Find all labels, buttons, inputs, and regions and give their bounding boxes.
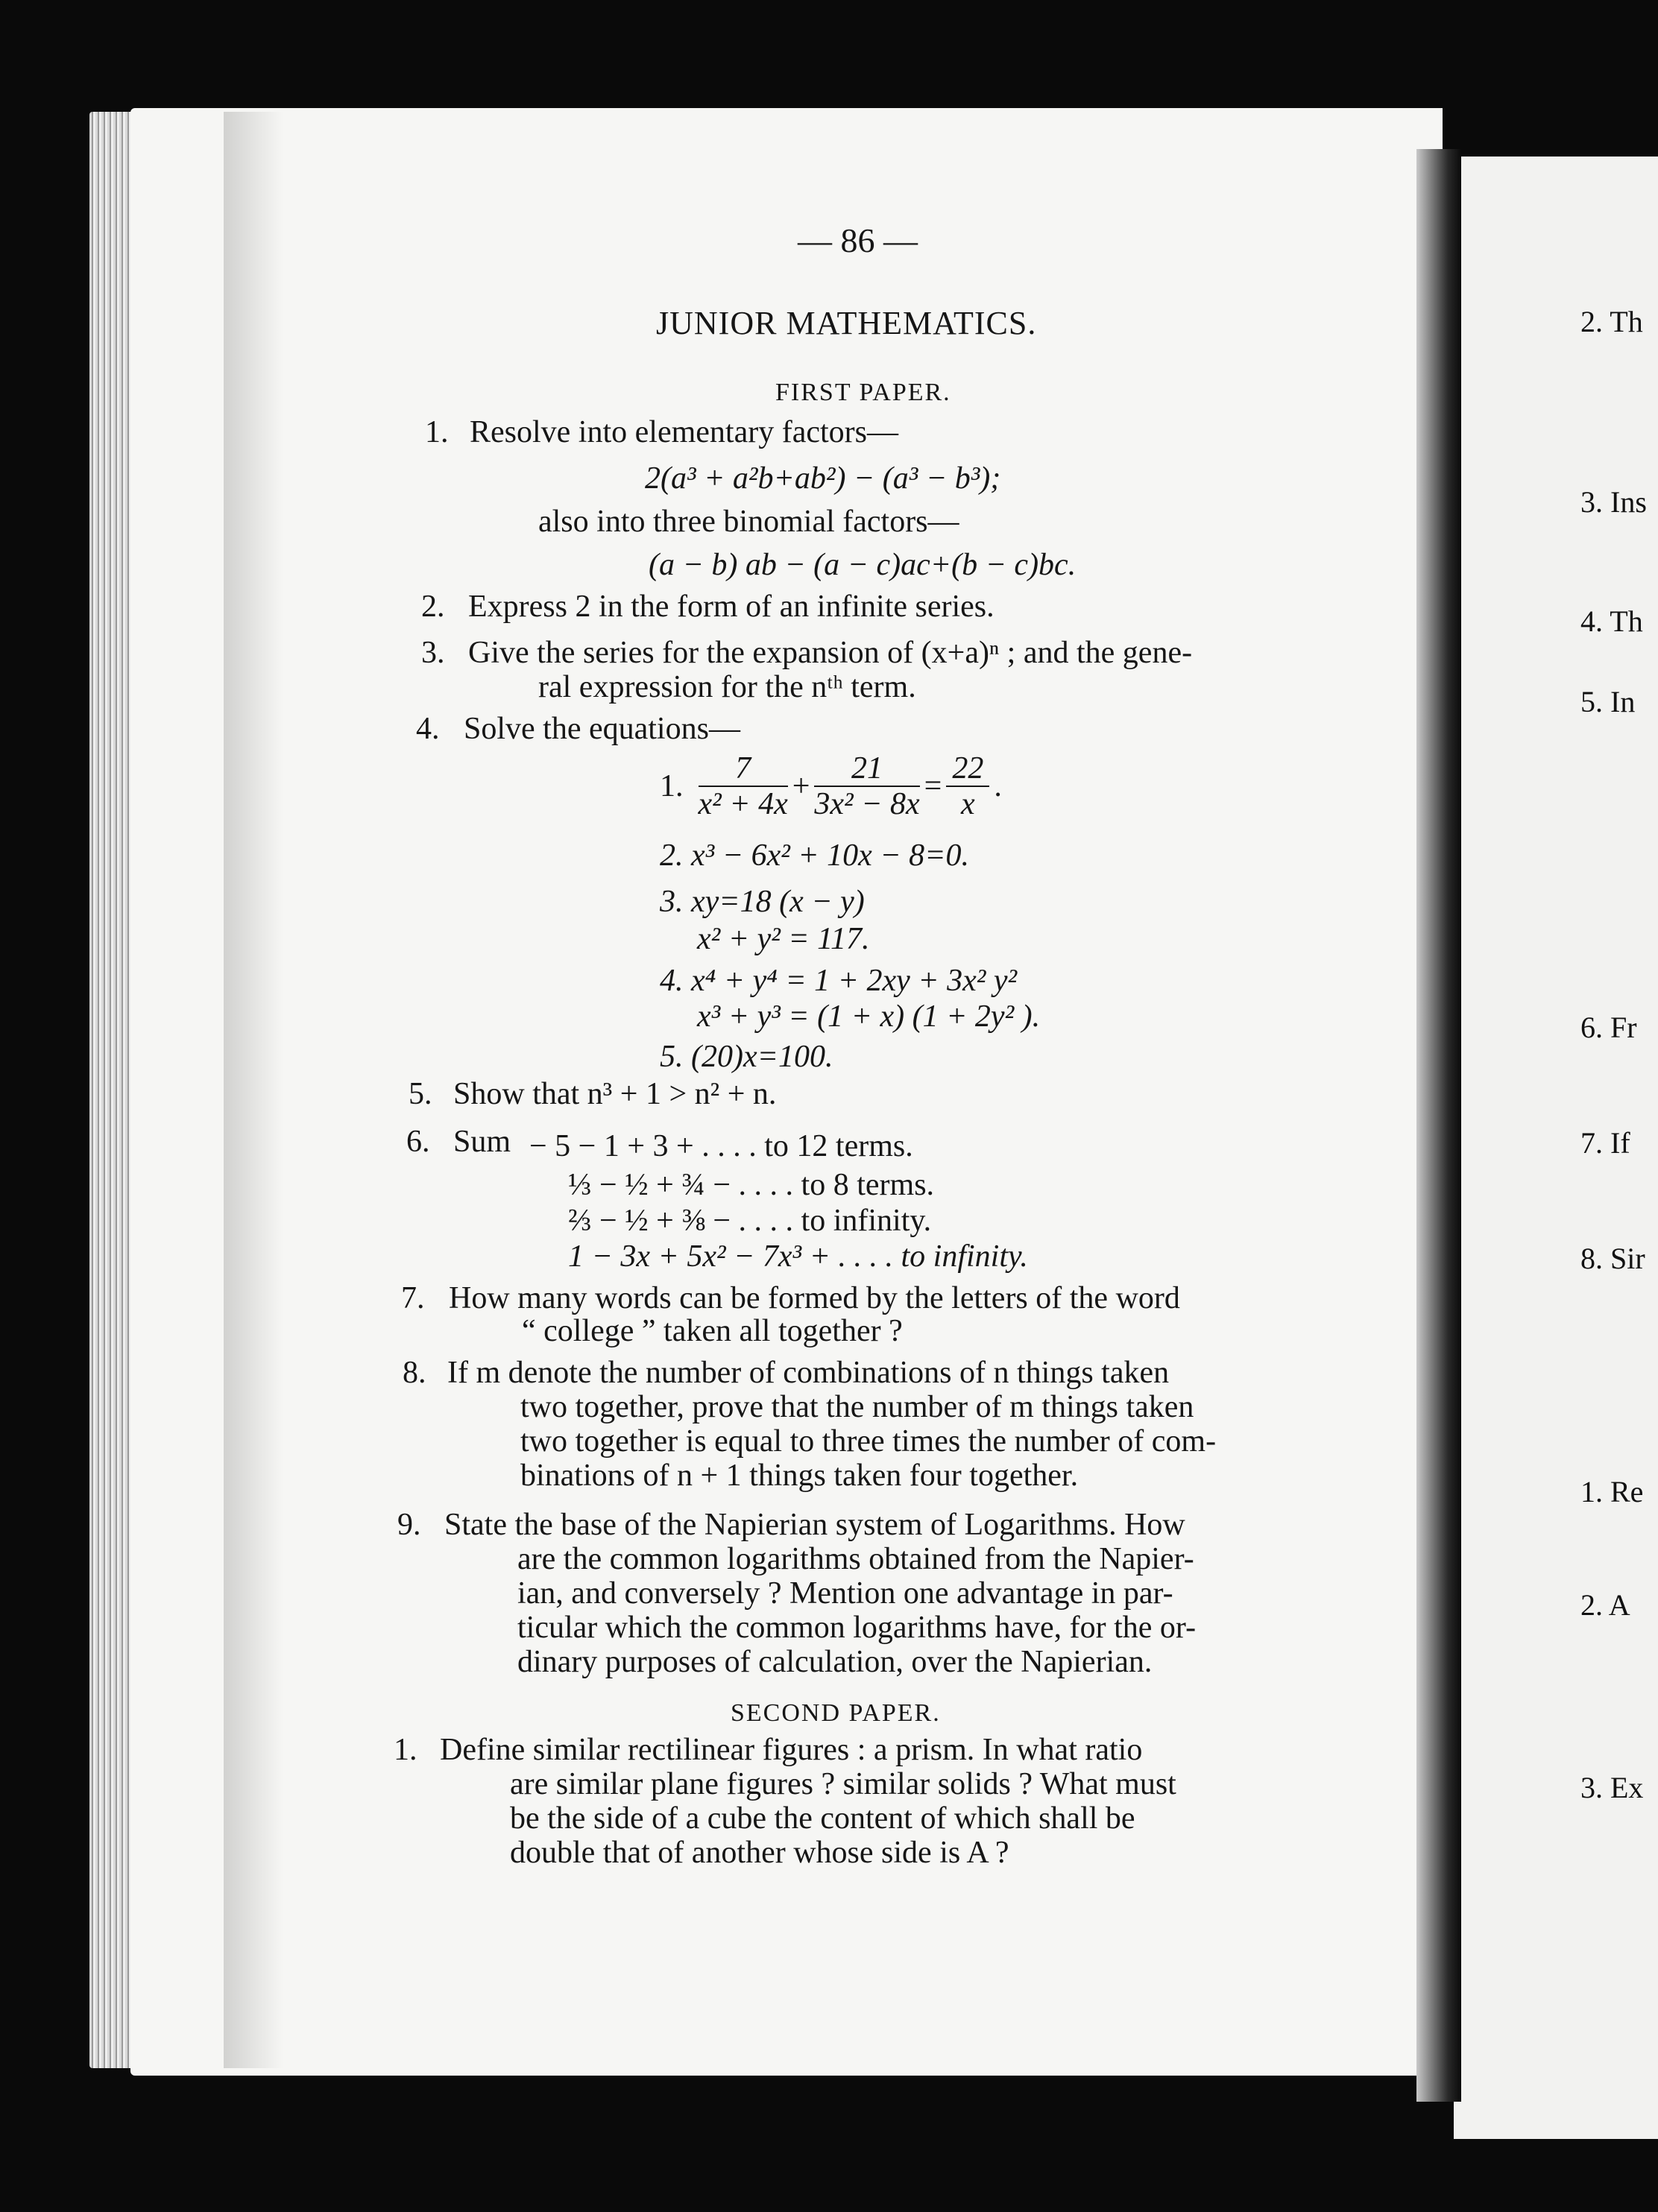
equation-3b: x² + y² = 117.: [697, 922, 870, 956]
book-gutter: [1416, 149, 1461, 2102]
question-text: also into three binomial factors—: [538, 505, 959, 539]
facing-page-fragment: 1. Re: [1580, 1475, 1644, 1508]
question-number: 8.: [403, 1356, 426, 1390]
denominator: x: [960, 787, 975, 821]
fraction: [814, 751, 919, 821]
denominator: x² + 4x: [698, 787, 788, 821]
question-text: State the base of the Napierian system of Logarithms. How: [444, 1508, 1185, 1542]
equation-1: [660, 751, 1002, 821]
page-number: — 86 —: [798, 221, 918, 259]
question-number: 6.: [406, 1125, 430, 1159]
question-text: ral expression for the nᵗʰ term.: [538, 670, 916, 704]
question-text: Give the series for the expansion of (x+a)ⁿ ; and the gene-: [468, 636, 1193, 670]
question-text: “ college ” taken all together ?: [522, 1314, 903, 1348]
question-text: binations of n + 1 things taken four together.: [520, 1459, 1079, 1493]
question-text: Solve the equations—: [464, 712, 740, 746]
facing-page-fragment: 3. Ex: [1580, 1771, 1644, 1804]
question-text: Sum: [453, 1125, 511, 1159]
series-line: 1 − 3x + 5x² − 7x³ + . . . . to infinity.: [568, 1239, 1028, 1274]
question-number: 5.: [409, 1077, 432, 1111]
question-text: How many words can be formed by the letters of the word: [449, 1281, 1180, 1315]
facing-page-fragment: 5. In: [1580, 685, 1636, 718]
facing-page-fragment: 6. Fr: [1580, 1011, 1637, 1044]
question-text: are similar plane figures ? similar solids ? What must: [510, 1767, 1176, 1801]
denominator: 3x² − 8x: [814, 787, 920, 821]
question-text: dinary purposes of calculation, over the Napierian.: [517, 1645, 1153, 1679]
equation-3a: 3. xy=18 (x − y): [660, 885, 865, 919]
facing-page-fragment: 2. A: [1580, 1588, 1630, 1622]
numerator: 21: [814, 751, 919, 787]
second-paper-heading: SECOND PAPER.: [731, 1699, 941, 1727]
math-expression: 2(a³ + a²b+ab²) − (a³ − b³);: [645, 461, 1001, 496]
question-text: be the side of a cube the content of which shall be: [510, 1801, 1135, 1836]
equation-5: 5. (20)x=100.: [660, 1040, 833, 1074]
facing-page-fragment: 7. If: [1580, 1126, 1630, 1160]
question-text: ticular which the common logarithms have, for the or-: [517, 1611, 1197, 1645]
page-title: JUNIOR MATHEMATICS.: [656, 305, 1037, 341]
question-text: If m denote the number of combinations of n things taken: [447, 1356, 1170, 1390]
facing-page-fragment: 3. Ins: [1580, 485, 1647, 519]
facing-page-fragment: 2. Th: [1580, 305, 1643, 338]
question-text: Define similar rectilinear figures : a prism. In what ratio: [440, 1733, 1143, 1767]
equation-4a: 4. x⁴ + y⁴ = 1 + 2xy + 3x² y²: [660, 964, 1018, 998]
fraction: [946, 751, 989, 821]
facing-page-fragment: 4. Th: [1580, 604, 1643, 638]
question-text: are the common logarithms obtained from the Napier-: [517, 1542, 1194, 1576]
series-line: − 5 − 1 + 3 + . . . . to 12 terms.: [529, 1129, 913, 1163]
math-expression: (a − b) ab − (a − c)ac+(b − c)bc.: [649, 548, 1077, 582]
plus-sign: +: [792, 769, 810, 803]
question-number: 1.: [394, 1733, 417, 1767]
question-text: Express 2 in the form of an infinite series.: [468, 590, 995, 624]
fraction: [699, 751, 788, 821]
series-line: ⅓ − ½ + ¾ − . . . . to 8 terms.: [568, 1168, 935, 1202]
question-text: Resolve into elementary factors—: [470, 415, 898, 449]
series-line: ⅔ − ½ + ⅜ − . . . . to infinity.: [568, 1204, 932, 1238]
equals-sign: =: [924, 769, 942, 803]
question-number: 4.: [416, 712, 440, 746]
question-number: 7.: [401, 1281, 425, 1315]
question-number: 3.: [421, 636, 445, 670]
question-number: 9.: [397, 1508, 421, 1542]
question-text: double that of another whose side is A ?: [510, 1836, 1009, 1870]
period: .: [994, 769, 1002, 803]
facing-page-fragment: 8. Sir: [1580, 1242, 1645, 1275]
question-text: Show that n³ + 1 > n² + n.: [453, 1077, 777, 1111]
equation-label: 1.: [660, 769, 684, 803]
question-text: ian, and conversely ? Mention one advantage in par-: [517, 1576, 1173, 1611]
equation-2: 2. x³ − 6x² + 10x − 8=0.: [660, 838, 969, 873]
question-text: two together, prove that the number of m things taken: [520, 1390, 1194, 1424]
numerator: 22: [946, 751, 989, 787]
numerator: 7: [699, 751, 788, 787]
page-edge-shadow: [224, 112, 283, 2068]
equation-4b: x³ + y³ = (1 + x) (1 + 2y² ).: [697, 999, 1041, 1034]
question-number: 2.: [421, 590, 445, 624]
question-text: two together is equal to three times the number of com-: [520, 1424, 1217, 1459]
first-paper-heading: FIRST PAPER.: [775, 379, 951, 406]
question-number: 1.: [425, 415, 449, 449]
